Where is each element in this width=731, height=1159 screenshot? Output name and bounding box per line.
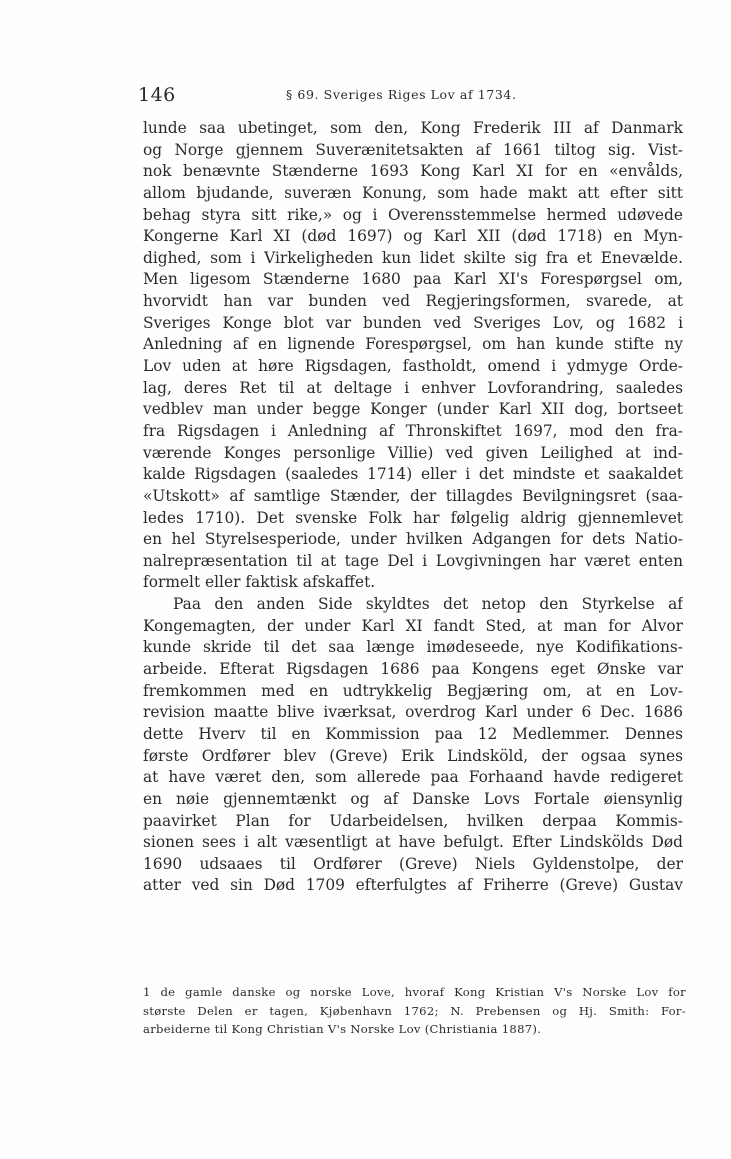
- text-line: værende Konges personlige Villie) ved given Leilighed at ind-: [143, 443, 683, 462]
- text-line: ledes 1710). Det svenske Folk har følgelig aldrig gjennemlevet: [143, 508, 683, 527]
- text-line: en nøie gjennemtænkt og af Danske Lovs Fortale øiensynlig: [143, 789, 683, 808]
- footnote-line: største Delen er tagen, Kjøbenhavn 1762; N. Prebensen og Hj. Smith: For-: [143, 1003, 686, 1018]
- text-line: 1690 udsaaes til Ordfører (Greve) Niels Gyldenstolpe, der: [143, 854, 683, 873]
- text-line: Lov uden at høre Rigsdagen, fastholdt, omend i ydmyge Orde-: [143, 357, 683, 376]
- page-header: [138, 84, 698, 108]
- text-line: behag styra sitt rike,» og i Overensstemmelse hermed udøvede: [143, 205, 683, 224]
- text-line: Paa den anden Side skyldtes det netop den Styrkelse af: [173, 595, 683, 614]
- text-line: dette Hverv til en Kommission paa 12 Medlemmer. Dennes: [143, 724, 683, 743]
- text-line: arbeide. Efterat Rigsdagen 1686 paa Kongens eget Ønske var: [143, 660, 683, 679]
- text-line: «Utskott» af samtlige Stænder, der tillagdes Bevilgningsret (saa-: [143, 486, 683, 505]
- text-line: at have været den, som allerede paa Forhaand havde redigeret: [143, 768, 683, 787]
- text-line: atter ved sin Død 1709 efterfulgtes af Friherre (Greve) Gustav: [143, 876, 683, 895]
- text-line: fremkommen med en udtrykkelig Begjæring om, at en Lov-: [143, 681, 683, 700]
- text-line: Anledning af en lignende Forespørgsel, om han kunde stifte ny: [143, 335, 683, 354]
- text-line: kunde skride til det saa længe imødeseede, nye Kodifikations-: [143, 638, 683, 657]
- footnote-line: arbeiderne til Kong Christian V's Norske Lov (Christiania 1887).: [143, 1022, 542, 1036]
- text-line: Kongemagten, der under Karl XI fandt Sted, at man for Alvor: [143, 616, 683, 635]
- text-line: paavirket Plan for Udarbeidelsen, hvilken derpaa Kommis-: [143, 811, 683, 830]
- text-line: hvorvidt han var bunden ved Regjeringsformen, svarede, at: [143, 292, 683, 311]
- text-line: dighed, som i Virkeligheden kun lidet skilte sig fra et Enevælde.: [143, 248, 683, 267]
- page-number: 146: [138, 84, 176, 106]
- text-line: Men ligesom Stænderne 1680 paa Karl XI's Forespørgsel om,: [143, 270, 683, 289]
- text-line: revision maatte blive iværksat, overdrog Karl under 6 Dec. 1686: [143, 703, 683, 722]
- text-line: nok benævnte Stænderne 1693 Kong Karl XI for en «envålds,: [143, 162, 683, 181]
- text-line: Sveriges Konge blot var bunden ved Sveriges Lov, og 1682 i: [143, 313, 683, 332]
- text-line: formelt eller faktisk afskaffet.: [143, 573, 376, 592]
- text-line: lag, deres Ret til at deltage i enhver Lovforandring, saaledes: [143, 378, 683, 397]
- body-text: [143, 118, 683, 897]
- text-line: første Ordfører blev (Greve) Erik Lindsköld, der ogsaa synes: [143, 746, 683, 765]
- text-line: en hel Styrelsesperiode, under hvilken Adgangen for dets Natio-: [143, 530, 683, 549]
- footnote-line: 1 de gamle danske og norske Love, hvoraf Kong Kristian V's Norske Lov for: [143, 985, 686, 999]
- text-line: fra Rigsdagen i Anledning af Thronskiftet 1697, mod den fra-: [143, 421, 683, 440]
- text-line: lunde saa ubetinget, som den, Kong Frederik III af Danmark: [143, 119, 683, 137]
- text-line: kalde Rigsdagen (saaledes 1714) eller i det mindste et saakaldet: [143, 465, 683, 484]
- text-line: vedblev man under begge Konger (under Karl XII dog, bortseet: [143, 400, 683, 419]
- text-line: nalrepræsentation til at tage Del i Lovgivningen har været enten: [143, 551, 683, 570]
- text-line: sionen sees i alt væsentligt at have befulgt. Efter Lindskölds Død: [143, 833, 683, 852]
- text-line: Kongerne Karl XI (død 1697) og Karl XII (død 1718) en Myn-: [143, 227, 683, 246]
- text-line: allom bjudande, suveræn Konung, som hade makt att efter sitt: [143, 183, 683, 202]
- running-title: § 69. Sveriges Riges Lov af 1734.: [286, 87, 517, 102]
- text-line: og Norge gjennem Suverænitetsakten af 1661 tiltog sig. Vist-: [143, 140, 683, 159]
- footnote: [143, 983, 686, 1039]
